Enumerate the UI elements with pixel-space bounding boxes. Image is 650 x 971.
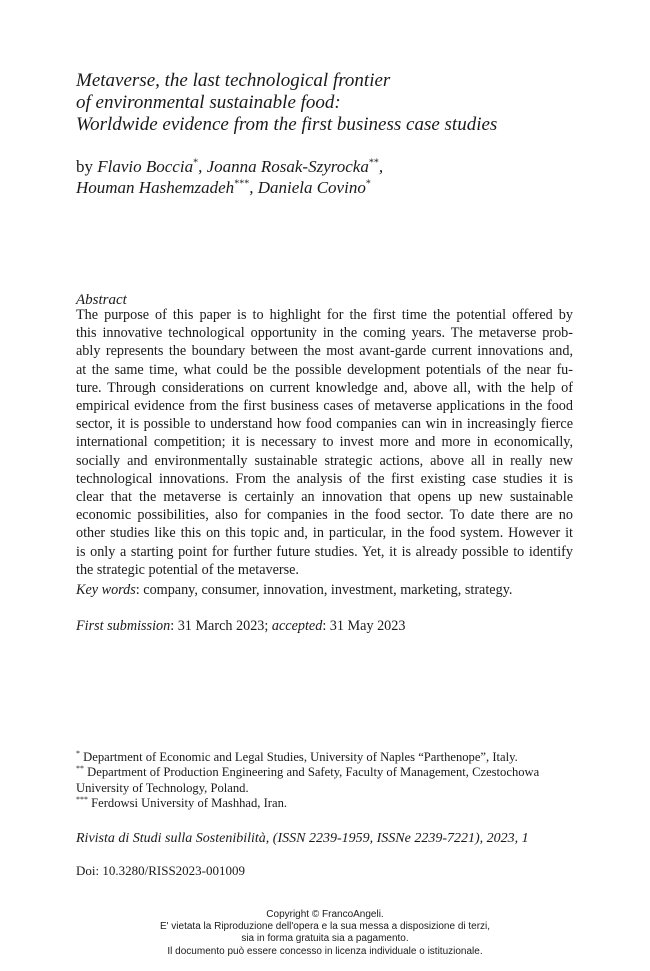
affiliation-mark: *** (234, 178, 250, 190)
author-list (76, 156, 586, 198)
copyright-line: sia in forma gratuita sia a pagamento. (241, 933, 409, 945)
copyright-notice (0, 909, 650, 958)
footnote-mark: ** (76, 764, 84, 774)
by-label: by (76, 157, 93, 176)
journal-citation: Rivista di Studi sulla Sostenibilità, (ISSN 2239-1959, ISSNe 2239-7221), 2023, 1 (76, 831, 529, 846)
footnote-text: Department of Production Engineering and Safety, Faculty of Management, Czestochowa (84, 765, 540, 780)
accepted-date: : 31 May 2023 (322, 618, 406, 634)
paper-title (76, 70, 586, 136)
abstract-line: at the same time, what could be the possible development potentials of the near fu- (76, 361, 573, 378)
doi-line: Doi: 10.3280/RISS2023-001009 (76, 863, 246, 878)
abstract-line: empirical evidence from the first business cases of metaverse applications in the food (76, 398, 573, 415)
author-separator: , (198, 157, 207, 176)
abstract-line: technological innovations. From the analysis of the first existing case studies it is (76, 470, 573, 487)
keywords-label: Key words (76, 582, 136, 598)
abstract-heading: Abstract (76, 292, 127, 308)
keywords (76, 581, 512, 599)
footnote (76, 750, 576, 765)
abstract-line: clear that the metaverse is certainly an innovation that opens up new sustainable (76, 489, 573, 506)
footnote (76, 765, 576, 780)
keywords-text: : company, consumer, innovation, investment, marketing, strategy. (135, 582, 513, 598)
author-line (76, 177, 586, 198)
affiliation-mark: * (193, 157, 199, 169)
abstract-line: is only a starting point for further future studies. Yet, it is already possible to identify (76, 543, 573, 560)
affiliation-mark: ** (368, 157, 379, 169)
first-submission-date: : 31 March 2023; (170, 618, 272, 634)
footnote (76, 781, 576, 796)
author-line (76, 156, 586, 177)
author-name: Daniela Covino (257, 178, 366, 197)
copyright-line: E' vietata la Riproduzione dell'opera e la sua messa a disposizione di terzi, (159, 921, 491, 933)
abstract-body (76, 306, 573, 579)
abstract-line: The purpose of this paper is to highlight for the first time the potential offered by (76, 307, 573, 323)
footnote (76, 796, 576, 811)
title-line: Metaverse, the last technological frontier (76, 70, 391, 91)
footnote-mark: *** (76, 795, 88, 805)
author-separator: , (378, 157, 384, 176)
author-name: Joanna Rosak-Szyrocka (206, 157, 369, 176)
copyright-line: Il documento può essere concesso in licenza individuale o istituzionale. (167, 945, 483, 957)
abstract-line: sector, it is possible to understand how food companies can win in increasingly fierce (76, 416, 573, 433)
abstract-line: other studies like this on this topic and, in particular, in the food system. However it (76, 525, 573, 542)
footnote-mark: * (76, 748, 80, 758)
author-name: Flavio Boccia (97, 157, 194, 176)
abstract-line: socially and environmentally sustainable strategic actions, above all in really new (76, 452, 573, 469)
abstract-line: ably represents the boundary between the most avant-garde current innovations and, (76, 343, 573, 360)
footnote-text: Ferdowsi University of Mashhad, Iran. (88, 796, 288, 811)
abstract-line: ture. Through considerations on current knowledge and, above all, with the help of (76, 379, 573, 396)
abstract-line: economic possibilities, also for companies in the food sector. To date there are no (76, 507, 573, 524)
author-name: Houman Hashemzadeh (76, 178, 235, 197)
title-line: Worldwide evidence from the first business case studies (76, 114, 498, 135)
abstract-line: this innovative technological opportunity in the coming years. The metaverse prob- (76, 325, 573, 342)
affiliation-footnotes (76, 750, 576, 812)
abstract-line: the strategic potential of the metaverse. (76, 561, 299, 578)
submission-dates (76, 617, 405, 635)
footnote-text: University of Technology, Poland. (76, 780, 249, 795)
accepted-label: accepted (271, 618, 323, 634)
title-line: of environmental sustainable food: (76, 92, 341, 113)
abstract-line: international competition; it is necessary to invest more and more in economically, (76, 434, 573, 451)
affiliation-mark: * (365, 178, 371, 190)
copyright-line: Copyright © FrancoAngeli. (266, 909, 384, 920)
author-separator: , (249, 178, 258, 197)
footnote-text: Department of Economic and Legal Studies, University of Naples “Parthenope”, Italy. (80, 750, 518, 764)
first-submission-label: First submission (76, 618, 171, 634)
